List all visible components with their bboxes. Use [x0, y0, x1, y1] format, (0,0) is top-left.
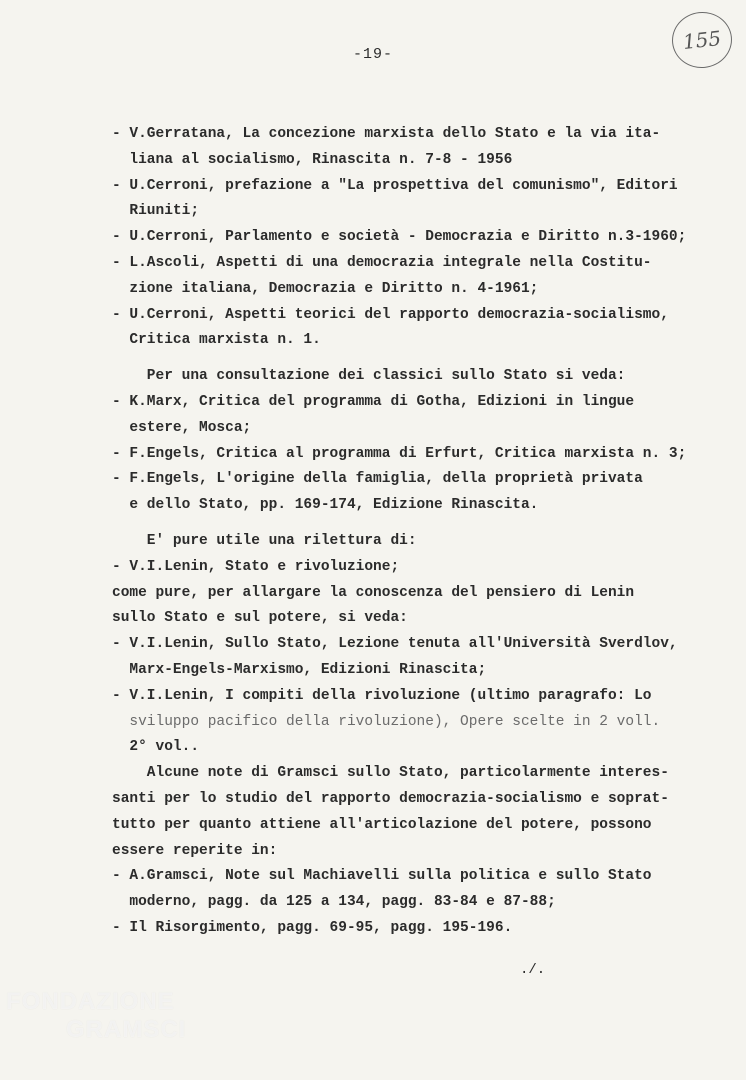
text-line: Per una consultazione dei classici sullo Stato si veda: — [112, 368, 626, 385]
text-line: Marx-Engels-Marxismo, Edizioni Rinascita; — [112, 661, 487, 678]
text-line: - U.Cerroni, Aspetti teorici del rapporto democrazia-socialismo, — [112, 306, 669, 323]
text-line: - V.I.Lenin, I compiti della rivoluzione (ultimo paragrafo: Lo — [112, 687, 652, 704]
text-line: - U.Cerroni, Parlamento e società - Democrazia e Diritto n.3-1960; — [112, 229, 687, 246]
text-line: - F.Engels, Critica al programma di Erfurt, Critica marxista n. 3; — [112, 445, 687, 462]
watermark-line: GRAMSCI — [66, 1016, 187, 1043]
text-line: E' pure utile una rilettura di: — [112, 532, 417, 549]
text-line: - V.Gerratana, La concezione marxista dello Stato e la via ita- — [112, 126, 661, 142]
continuation-mark: ./. — [520, 962, 546, 978]
text-line: liana al socialismo, Rinascita n. 7-8 - 1956 — [112, 151, 513, 168]
text-line: - K.Marx, Critica del programma di Gotha, Edizioni in lingue — [112, 393, 635, 410]
archive-number-stamp: 155 — [669, 9, 735, 71]
page-number: -19- — [352, 46, 393, 63]
text-line: tutto per quanto attiene all'articolazione del potere, possono — [112, 816, 652, 833]
text-line: Critica marxista n. 1. — [112, 332, 321, 349]
bibliography-text — [112, 122, 712, 942]
text-line: - A.Gramsci, Note sul Machiavelli sulla politica e sullo Stato — [112, 868, 652, 885]
text-line: - L.Ascoli, Aspetti di una democrazia integrale nella Costitu- — [112, 254, 652, 271]
text-line: estere, Mosca; — [112, 419, 252, 436]
text-line: sullo Stato e sul potere, si veda: — [112, 610, 408, 627]
text-line: - V.I.Lenin, Sullo Stato, Lezione tenuta all'Università Sverdlov, — [112, 636, 678, 653]
text-line: - V.I.Lenin, Stato e rivoluzione; — [112, 558, 400, 575]
text-line: come pure, per allargare la conoscenza del pensiero di Lenin — [112, 584, 635, 601]
text-line: zione italiana, Democrazia e Diritto n. 4-1961; — [112, 280, 539, 297]
watermark-line: FONDAZIONE — [6, 988, 175, 1015]
text-line: sviluppo pacifico della rivoluzione), Opere scelte in 2 voll. — [112, 713, 661, 730]
text-line: santi per lo studio del rapporto democrazia-socialismo e soprat- — [112, 790, 669, 807]
text-line: - F.Engels, L'origine della famiglia, della proprietà privata — [112, 471, 643, 488]
foundation-watermark — [6, 988, 186, 1044]
text-line: e dello Stato, pp. 169-174, Edizione Rinascita. — [112, 497, 539, 514]
text-line: 2° vol.. — [112, 739, 200, 756]
text-line: Alcune note di Gramsci sullo Stato, particolarmente interes- — [112, 765, 669, 782]
text-line: Riuniti; — [112, 203, 200, 220]
text-line: essere reperite in: — [112, 842, 278, 859]
text-line: - U.Cerroni, prefazione a "La prospettiva del comunismo", Editori — [112, 177, 678, 194]
text-line: moderno, pagg. da 125 a 134, pagg. 83-84 e 87-88; — [112, 894, 556, 911]
text-line: - Il Risorgimento, pagg. 69-95, pagg. 195-196. — [112, 919, 513, 936]
